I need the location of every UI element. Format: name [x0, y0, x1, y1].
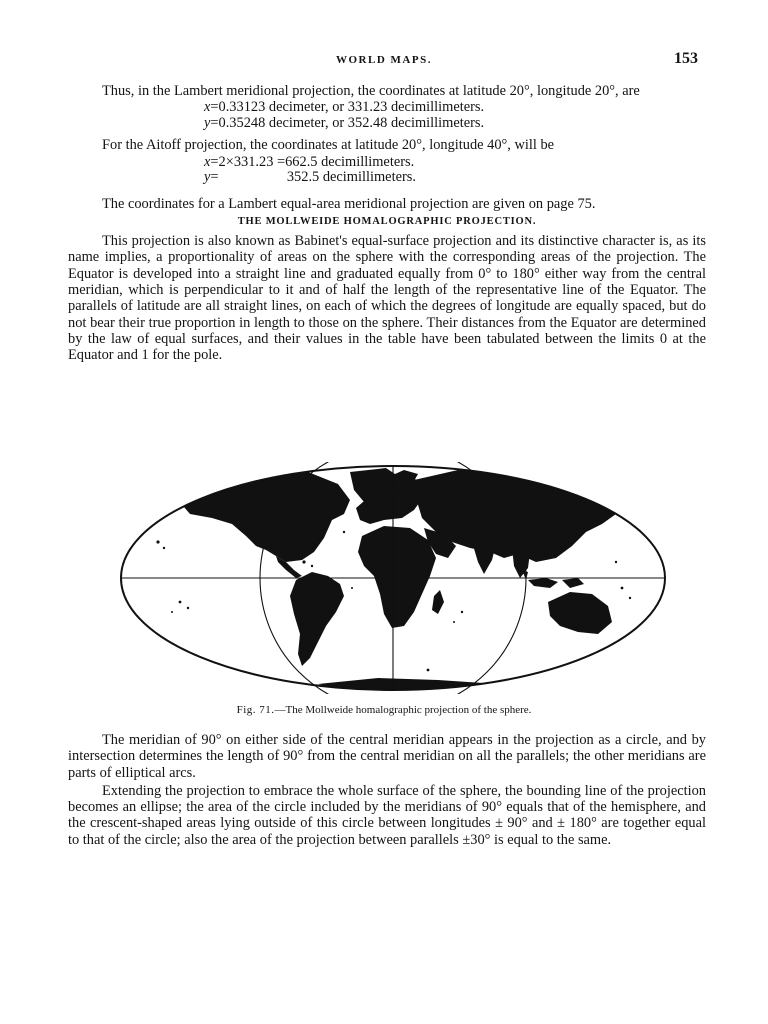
formula-expression: =2×331.23 =662.5 decimillimeters.	[210, 153, 415, 170]
indonesia-islands	[522, 570, 584, 588]
pacific-island	[156, 540, 159, 543]
formula-row-x	[204, 155, 706, 171]
south-america-landmass	[290, 572, 344, 666]
formula-row-x	[204, 100, 706, 116]
formula-variable: y	[204, 169, 211, 186]
graticule	[121, 462, 665, 694]
north-america-landmass	[178, 472, 350, 562]
indian-ocean-island	[453, 621, 455, 623]
running-head	[0, 50, 768, 72]
africa-landmass	[358, 526, 436, 628]
intro-block	[68, 83, 706, 364]
pacific-island	[629, 597, 631, 599]
formula-variable: x	[204, 153, 211, 170]
mollweide-map-figure	[118, 462, 668, 694]
formula-expression: = 352.5 decimillimeters.	[210, 169, 416, 186]
formula-expression: =0.35248 decimeter, or 352.48 decimillimeters.	[210, 114, 485, 131]
aitoff-paragraph: For the Aitoff projection, the coordinates at latitude 20°, longitude 40°, will be	[102, 137, 555, 154]
pacific-island	[179, 601, 182, 604]
figure-caption-text: —The Mollweide homalographic projection of the sphere.	[274, 704, 532, 716]
equal-area-paragraph: The coordinates for a Lambert equal-area meridional projection are given on page 75.	[102, 195, 596, 212]
lambert-paragraph: Thus, in the Lambert meridional projection, the coordinates at latitude 20°, longitude 20°, are	[102, 83, 640, 99]
indian-ocean-island	[461, 611, 463, 613]
mollweide-paragraph: This projection is also known as Babinet's equal-surface projection and its distinctive character is, as its name implies, a proportionality of areas on the sphere with the corresponding areas of the projection. The Equator is developed into a straight line and graduated equally from 0° to 180° either way from the central meridian, which is perpendicular to it and of half the length of the representative line of the Equator. The parallels of latitude are all straight lines, on each of which the degrees of longitude are equally spaced, but do not bear their true proportion in length to those on the sphere. Their distances from the Equator are determined by the law of equal surfaces, and their values in the table have been tabulated between the limits 0 at the Equator and 1 for the pole.	[68, 233, 706, 364]
formula-row-y	[204, 170, 706, 186]
lambert-coordinates	[204, 100, 706, 131]
page-number: 153	[674, 50, 698, 67]
section-heading: THE MOLLWEIDE HOMALOGRAPHIC PROJECTION.	[237, 215, 537, 227]
australia-landmass	[548, 592, 612, 634]
atlantic-island	[343, 531, 345, 533]
pacific-island	[621, 587, 624, 590]
pacific-island	[163, 547, 165, 549]
caribbean-island	[311, 565, 313, 567]
meridian-paragraph: The meridian of 90° on either side of the central meridian appears in the projection as a circle, and by intersection determines the length of 90° from the central meridian on all the parallels; the other meridians are parts of elliptical arcs.	[68, 732, 706, 781]
landmasses	[156, 468, 640, 694]
formula-expression: =0.33123 decimeter, or 331.23 decimillimeters.	[210, 99, 485, 116]
formula-variable: y	[204, 114, 211, 131]
atlantic-island	[427, 669, 430, 672]
formula-row-y	[204, 116, 706, 132]
formula-variable: x	[204, 99, 211, 116]
running-title: WORLD MAPS.	[336, 54, 432, 66]
pacific-island	[187, 607, 189, 609]
india-landmass	[472, 542, 496, 574]
caribbean-island	[302, 560, 305, 563]
extension-paragraph: Extending the projection to embrace the whole surface of the sphere, the bounding line of the projection becomes an ellipse; the area of the circle included by the meridians of 90° equals that of the hemisphere, and the crescent-shaped areas lying outside of this circle between longitudes ± 90° and ± 180° are together equal to that of the circle; also the area of the projection between parallels ±30° is equal to the same.	[68, 782, 706, 848]
aitoff-coordinates	[204, 155, 706, 186]
closing-block	[68, 732, 706, 848]
pacific-island	[171, 611, 173, 613]
figure-caption	[0, 704, 768, 716]
figure-label: Fig. 71.	[236, 704, 275, 716]
madagascar-landmass	[432, 590, 444, 614]
atlantic-island	[351, 587, 353, 589]
pacific-island	[615, 561, 617, 563]
